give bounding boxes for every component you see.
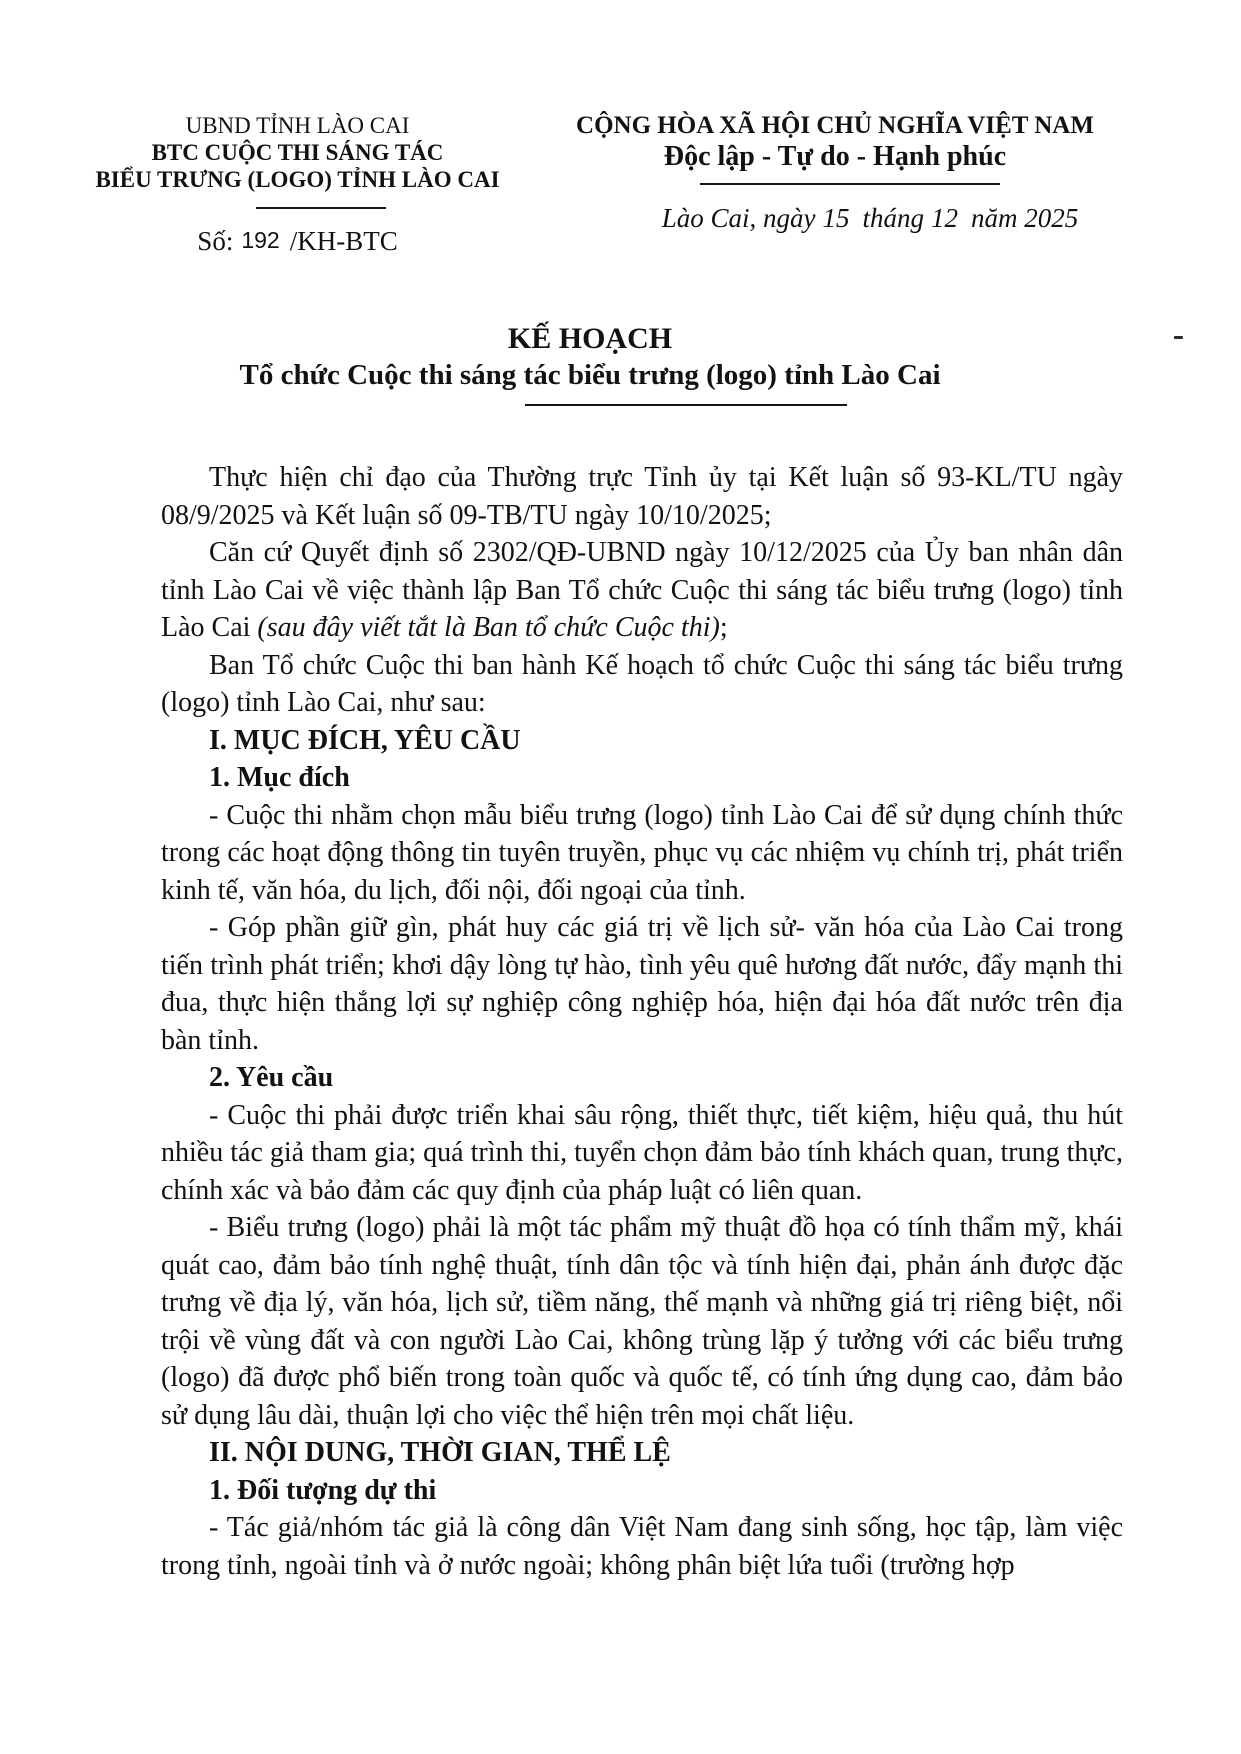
heading-1-doi-tuong-du-thi bbox=[161, 1472, 1123, 1510]
heading-2-yeu-cau bbox=[161, 1059, 1123, 1097]
text-run: I. MỤC ĐÍCH, YÊU CẦU bbox=[209, 724, 521, 756]
text-run: Căn cứ Quyết định số 2302/QĐ-UBND ngày 10/12/2025 của Ủy ban nhân dân tỉnh Lào Cai về việc thành lập Ban Tổ chức Cuộc thi sáng tác biểu trưng (logo) tỉnh Lào Cai bbox=[161, 537, 1123, 643]
text-run: Thực hiện chỉ đạo của Thường trực Tỉnh ủy tại Kết luận số 93-KL/TU ngày 08/9/2025 và Kết luận số 09-TB/TU ngày 10/10/2025; bbox=[161, 462, 1123, 531]
issue-month: 12 bbox=[931, 203, 959, 233]
issuing-agency-parent: UBND TỈNH LÀO CAI bbox=[185, 113, 410, 138]
para-thuc-hien-chi-dao bbox=[161, 459, 1123, 534]
document-number-value: 192 bbox=[241, 227, 280, 253]
text-run: 1. Mục đích bbox=[209, 762, 350, 793]
issue-month-label: tháng bbox=[862, 203, 925, 233]
para-ban-hanh-ke-hoach bbox=[161, 647, 1123, 722]
issue-day: 15 bbox=[822, 203, 850, 233]
text-run: 1. Đối tượng dự thi bbox=[209, 1474, 437, 1506]
left-header-rule bbox=[256, 207, 386, 209]
motto-rule bbox=[700, 183, 1000, 185]
issuing-agency-name-line1: BTC CUỘC THI SÁNG TÁC bbox=[151, 140, 444, 165]
document-number-suffix: /KH-BTC bbox=[289, 226, 398, 256]
text-run: - Biểu trưng (logo) phải là một tác phẩm mỹ thuật đồ họa có tính thẩm mỹ, khái quát cao, đảm bảo tính nghệ thuật, tính dân tộc và tính hiện đại, phản ánh được đặc trưng về địa lý, văn hóa, lịch sử, tiềm năng, thế mạnh và những giá trị riêng biệt, nổi trội về vùng đất và con người Lào Cai, không trùng lặp ý tưởng với các biểu trưng (logo) đã được phổ biến trong toàn quốc và quốc tế, có tính ứng dụng cao, đảm bảo sử dụng lâu dài, thuận lợi cho việc thể hiện trên mọi chất liệu. bbox=[161, 1212, 1123, 1431]
text-run: - Cuộc thi nhằm chọn mẫu biểu trưng (logo) tỉnh Lào Cai để sử dụng chính thức trong các hoạt động thông tin tuyên truyền, phục vụ các nhiệm vụ chính trị, phát triển kinh tế, văn hóa, du lịch, đối nội, đối ngoại của tỉnh. bbox=[161, 799, 1123, 906]
document-title-block bbox=[150, 322, 1030, 392]
issue-year: 2025 bbox=[1024, 203, 1079, 233]
para-tac-gia-nhom-tac-gia bbox=[161, 1509, 1123, 1584]
text-run: - Cuộc thi phải được triển khai sâu rộng, thiết thực, tiết kiệm, hiệu quả, thu hút nhiều tác giả tham gia; quá trình thi, tuyển chọn đảm bảo tính khách quan, trung thực, chính xác và bảo đảm các quy định của pháp luật có liên quan. bbox=[161, 1099, 1123, 1206]
national-title: CỘNG HÒA XÃ HỘI CHỦ NGHĨA VIỆT NAM bbox=[576, 112, 1094, 139]
para-can-cu-quyet-dinh bbox=[161, 534, 1123, 647]
text-run: 2. Yêu cầu bbox=[209, 1062, 334, 1093]
issuing-agency-block bbox=[90, 112, 505, 193]
national-motto-block bbox=[545, 112, 1125, 172]
document-number bbox=[90, 226, 505, 257]
text-run: II. NỘI DUNG, THỜI GIAN, THỂ LỆ bbox=[209, 1437, 671, 1468]
heading-i-muc-dich-yeu-cau bbox=[161, 722, 1123, 760]
heading-ii-noi-dung-thoi-gian-the-le bbox=[161, 1434, 1123, 1472]
document-number-prefix: Số: bbox=[197, 226, 234, 256]
issue-place-date bbox=[585, 203, 1155, 234]
text-run: (sau đây viết tắt là Ban tổ chức Cuộc thi) bbox=[257, 612, 720, 643]
scan-artifact-mark bbox=[1174, 336, 1183, 339]
document-subtitle: Tổ chức Cuộc thi sáng tác biểu trưng (logo) tỉnh Lào Cai bbox=[239, 359, 941, 391]
issue-place: Lào Cai, ngày bbox=[661, 203, 816, 233]
document-body bbox=[161, 459, 1123, 1584]
text-run: Ban Tổ chức Cuộc thi ban hành Kế hoạch tổ chức Cuộc thi sáng tác biểu trưng (logo) tỉnh Lào Cai, như sau: bbox=[161, 649, 1123, 718]
text-run: ; bbox=[719, 612, 728, 643]
national-motto: Độc lập - Tự do - Hạnh phúc bbox=[663, 141, 1007, 172]
heading-1-muc-dich bbox=[161, 759, 1123, 797]
title-rule bbox=[525, 404, 847, 406]
text-run: - Tác giả/nhóm tác giả là công dân Việt Nam đang sinh sống, học tập, làm việc trong tỉnh, ngoài tỉnh và ở nước ngoài; không phân biệt lứa tuổi (trường hợp bbox=[161, 1512, 1123, 1581]
para-cuoc-thi-phai-duoc bbox=[161, 1097, 1123, 1210]
para-gop-phan-giu-gin bbox=[161, 909, 1123, 1059]
para-bieu-trung-phai-la bbox=[161, 1209, 1123, 1434]
issue-year-label: năm bbox=[971, 203, 1018, 233]
text-run: - Góp phần giữ gìn, phát huy các giá trị về lịch sử- văn hóa của Lào Cai trong tiến trình phát triển; khơi dậy lòng tự hào, tình yêu quê hương đất nước, đẩy mạnh thi đua, thực hiện thắng lợi sự nghiệp công nghiệp hóa, hiện đại hóa đất nước trên địa bàn tỉnh. bbox=[161, 912, 1123, 1056]
document-title: KẾ HOẠCH bbox=[507, 322, 673, 355]
para-cuoc-thi-nham-chon bbox=[161, 797, 1123, 910]
issuing-agency-name-line2: BIỂU TRƯNG (LOGO) TỈNH LÀO CAI bbox=[95, 167, 500, 192]
